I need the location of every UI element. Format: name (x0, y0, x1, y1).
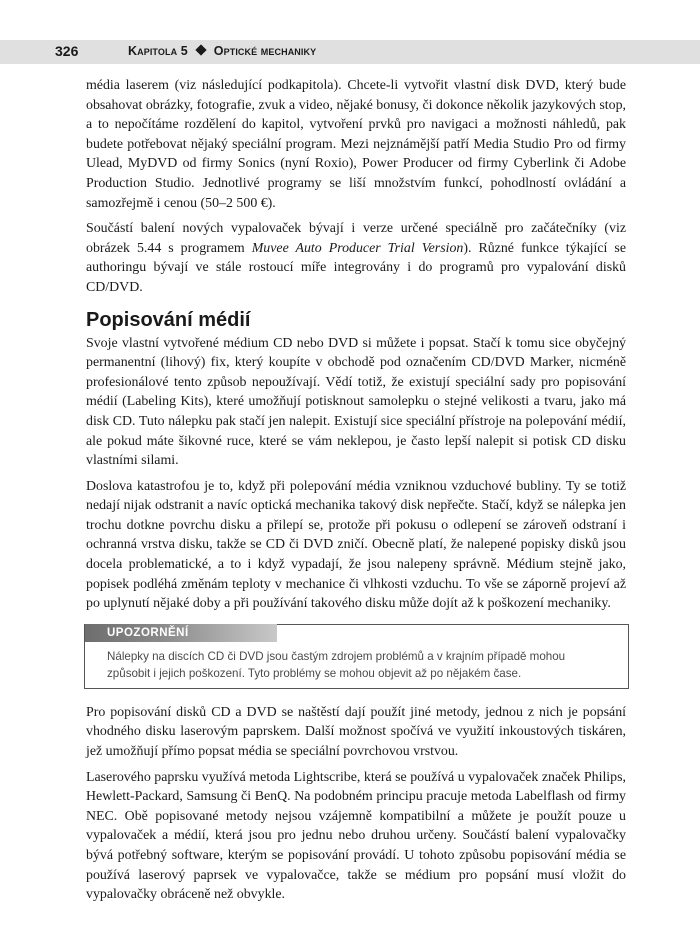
paragraph-2-text-b: ). Různé funkce týkající se authoringu bývají ve stále rostoucí míře integrovány i do programů pro vypalování disků CD/DVD. (86, 240, 626, 295)
software-title: Muvee Auto Producer Trial Version (251, 240, 464, 256)
paragraph-6: Laserového paprsku využívá metoda Lightscribe, která se používá u vypalovaček značek Philips, Hewlett-Packard, Samsung či BenQ. Na podobném principu pracuje metoda Labelflash od firmy NEC. Obě popisované metody nejsou vzájemně kompatibilní a můžete je použít pouze u vypalovaček a médií, která jsou pro jednu nebo druhou určeny. Součástí balení vypalovačky bývá potřebný software, kterým se popisování provádí. U tohoto způsobu popisování média se používá laserový paprsek ve vypalovačce, takže se médium pro popsání musí vložit do vypalovačky obráceně než obvykle. (86, 769, 626, 903)
paragraph-2 (86, 219, 626, 297)
paragraph-1: média laserem (viz následující podkapitola). Chcete-li vytvořit vlastní disk DVD, který bude obsahovat obrázky, fotografie, zvuk a video, nějaké bonusy, či dokonce několik jazykových stop, a to nepočítáme rozdělení do kapitol, vytvoření prvků pro navigaci a možnosti náhledů, pak budete potřebovat nějaký speciální program. Mezi nejznámější patří Media Studio Pro od firmy Ulead, MyDVD od firmy Sonics (nyní Roxio), Power Producer od firmy Cyberlink či Adobe Production Studio. Jednotlivé programy se liší množstvím funkcí, pohodlností ovládání a samozřejmě i cenou (50–2 500 €). (86, 78, 626, 211)
chapter-title (128, 44, 316, 58)
section-heading: Popisování médií (86, 308, 251, 331)
paragraph-3: Svoje vlastní vytvořené médium CD nebo DVD si můžete i popsat. Stačí k tomu sice obyčejný permanentní (lihový) fix, který koupíte v obchodě pod označením CD/DVD Marker, nicméně profesionálové tento způsob nepoužívají. Vědí totiž, že existují speciální sady pro popisování médií (Labeling Kits), které umožňují potisknout samolepku o stejné velikosti a tvaru, jako má disk CD. Tuto nálepku pak stačí jen nalepit. Existují sice speciální přístroje na polepování médií, ale pokud máte šikovné ruce, které se vám neklepou, je často lepší nalepit si potisk CD disku vlastními silami. (86, 335, 626, 469)
running-header (0, 40, 700, 64)
warning-text: Nálepky na discích CD či DVD jsou častým zdrojem problémů a v krajním případě mohou způsobit i jejich poškození. Tyto problémy se mohou objevit až po nějakém čase. (107, 649, 566, 680)
paragraph-4: Doslova katastrofou je to, když při polepování média vzniknou vzduchové bubliny. Ty se totiž nedají nijak odstranit a navíc optická mechanika takový disk nepřečte. Stačí, když se nálepka jen trochu dotkne povrchu disku a přilepí se, protože při pokusu o odlepení se zároveň odstraní i ochranná vrstva disku, takže se CD či DVD zničí. Obecně platí, že nalepené popisky disků jsou docela problematické, a to i když vypadají, že jsou nalepeny správně. Médium stejně jako, popisek podléhá změnám teploty v mechanice či vlhkosti vzduchu. To vše se záporně projeví až po uplynutí nějaké doby a při používání takového disku může dojít až k poškození mechaniky. (86, 478, 626, 612)
diamond-separator-icon (195, 44, 206, 55)
section-label: Optické mechaniky (213, 44, 317, 58)
chapter-label: Kapitola 5 (128, 44, 188, 58)
paragraph-5: Pro popisování disků CD a DVD se naštěstí dají použít jiné metody, jednou z nich je popsání vhodného disku laserovým paprskem. Další možnost spočívá ve využití inkoustových tiskáren, jež umožňují přímo popsat média se speciální povrchovou vrstvou. (86, 704, 626, 760)
page-number: 326 (55, 43, 79, 59)
warning-title: UPOZORNĚNÍ (85, 624, 277, 642)
paragraph-2-text-a: Součástí balení nových vypalovaček bývají i verze určené speciálně pro začátečníky (viz obrázek 5.44 s programem (86, 221, 626, 256)
warning-top-rule (277, 624, 628, 625)
warning-box (84, 624, 629, 689)
page-body (86, 76, 626, 911)
